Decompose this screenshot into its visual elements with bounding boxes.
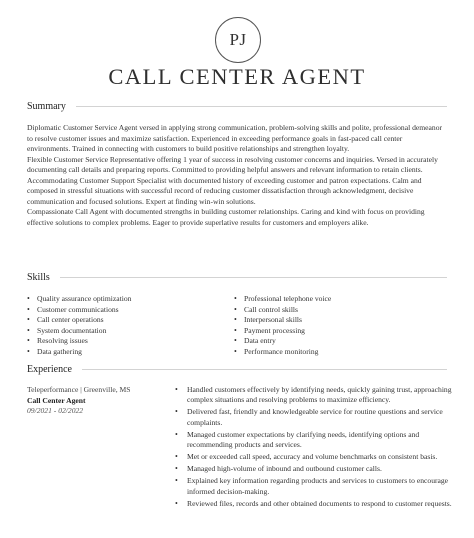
- summary-heading: Summary: [27, 100, 66, 112]
- skill-item: • Resolving issues: [27, 336, 131, 347]
- summary-paragraph: Accommodating Customer Support Specialist with documented history of exceeding customer and patron expectations. Calm and composed in stressful situations with successful record of reducing customer dissatisfaction through acknowledgment, decisive communication and focused solutions. Expert at finding win-win solutions.: [27, 175, 422, 206]
- duty-item: • Handled customers effectively by identifying needs, quickly gaining trust, approaching complex situations and resolving problems to maximize efficiency.: [175, 385, 465, 406]
- summary-paragraph: Compassionate Call Agent with documented strengths in building customer relationships. Caring and kind with focus on providing effective solutions to complex problems. Eager to provide superlative results for customers and employers alike.: [27, 207, 425, 227]
- skills-section-header: [27, 270, 447, 284]
- skill-item: • Data gathering: [27, 347, 131, 358]
- summary-divider: [76, 106, 447, 107]
- summary-paragraph: Diplomatic Customer Service Agent versed in applying strong communication, problem-solving skills and polite, professional demeanor to resolve customer issues and maximize satisfaction. Experienced in exceeding performance goals in fast-paced call center environments. Trained in connecting with customers to build positive relationships and strengthen loyalty.: [27, 123, 443, 153]
- resume-name-title: CALL CENTER AGENT: [108, 64, 366, 89]
- skill-item: • Customer communications: [27, 305, 131, 316]
- experience-heading: Experience: [27, 363, 72, 375]
- job-dates: 09/2021 - 02/2022: [27, 406, 84, 415]
- skill-item: • Performance monitoring: [234, 347, 331, 358]
- skills-heading: Skills: [27, 271, 50, 283]
- duty-item: • Managed customer expectations by clarifying needs, identifying options and recommending products and services.: [175, 430, 465, 451]
- skill-item: • Professional telephone voice: [234, 294, 331, 305]
- duty-item: • Managed high-volume of inbound and outbound customer calls.: [175, 464, 465, 474]
- experience-section-header: [27, 362, 447, 376]
- skill-item: • Call center operations: [27, 315, 131, 326]
- initials-monogram: [215, 17, 261, 63]
- duty-item: • Explained key information regarding products and services to customers to encourage informed decision-making.: [175, 476, 465, 497]
- skill-item: • Interpersonal skills: [234, 315, 331, 326]
- skills-list-left: [27, 294, 131, 357]
- experience-divider: [82, 369, 447, 370]
- skills-divider: [60, 277, 447, 278]
- skill-item: • System documentation: [27, 326, 131, 337]
- skill-item: • Call control skills: [234, 305, 331, 316]
- skill-item: • Payment processing: [234, 326, 331, 337]
- skills-list-right: [234, 294, 331, 357]
- skill-item: • Data entry: [234, 336, 331, 347]
- initials-text: PJ: [229, 30, 247, 49]
- job-title: Call Center Agent: [27, 395, 86, 405]
- summary-body: [27, 123, 447, 228]
- summary-paragraph: Flexible Customer Service Representative offering 1 year of success in resolving customer concerns and inquiries. Versed in accurately documenting call details and preparing reports. Committed to providing helpful answers and relevant information to retain clients.: [27, 154, 438, 174]
- job-company-location: Teleperformance | Greenville, MS: [27, 385, 131, 394]
- job-duties-list: [175, 385, 465, 511]
- duty-item: • Delivered fast, friendly and knowledgeable service for routine questions and service complaints.: [175, 407, 465, 428]
- duty-item: • Reviewed files, records and other obtained documents to respond to customer requests.: [175, 499, 465, 509]
- duty-item: • Met or exceeded call speed, accuracy and volume benchmarks on consistent basis.: [175, 452, 465, 462]
- job-meta: [27, 385, 162, 417]
- skill-item: • Quality assurance optimization: [27, 294, 131, 305]
- summary-section-header: [27, 99, 447, 113]
